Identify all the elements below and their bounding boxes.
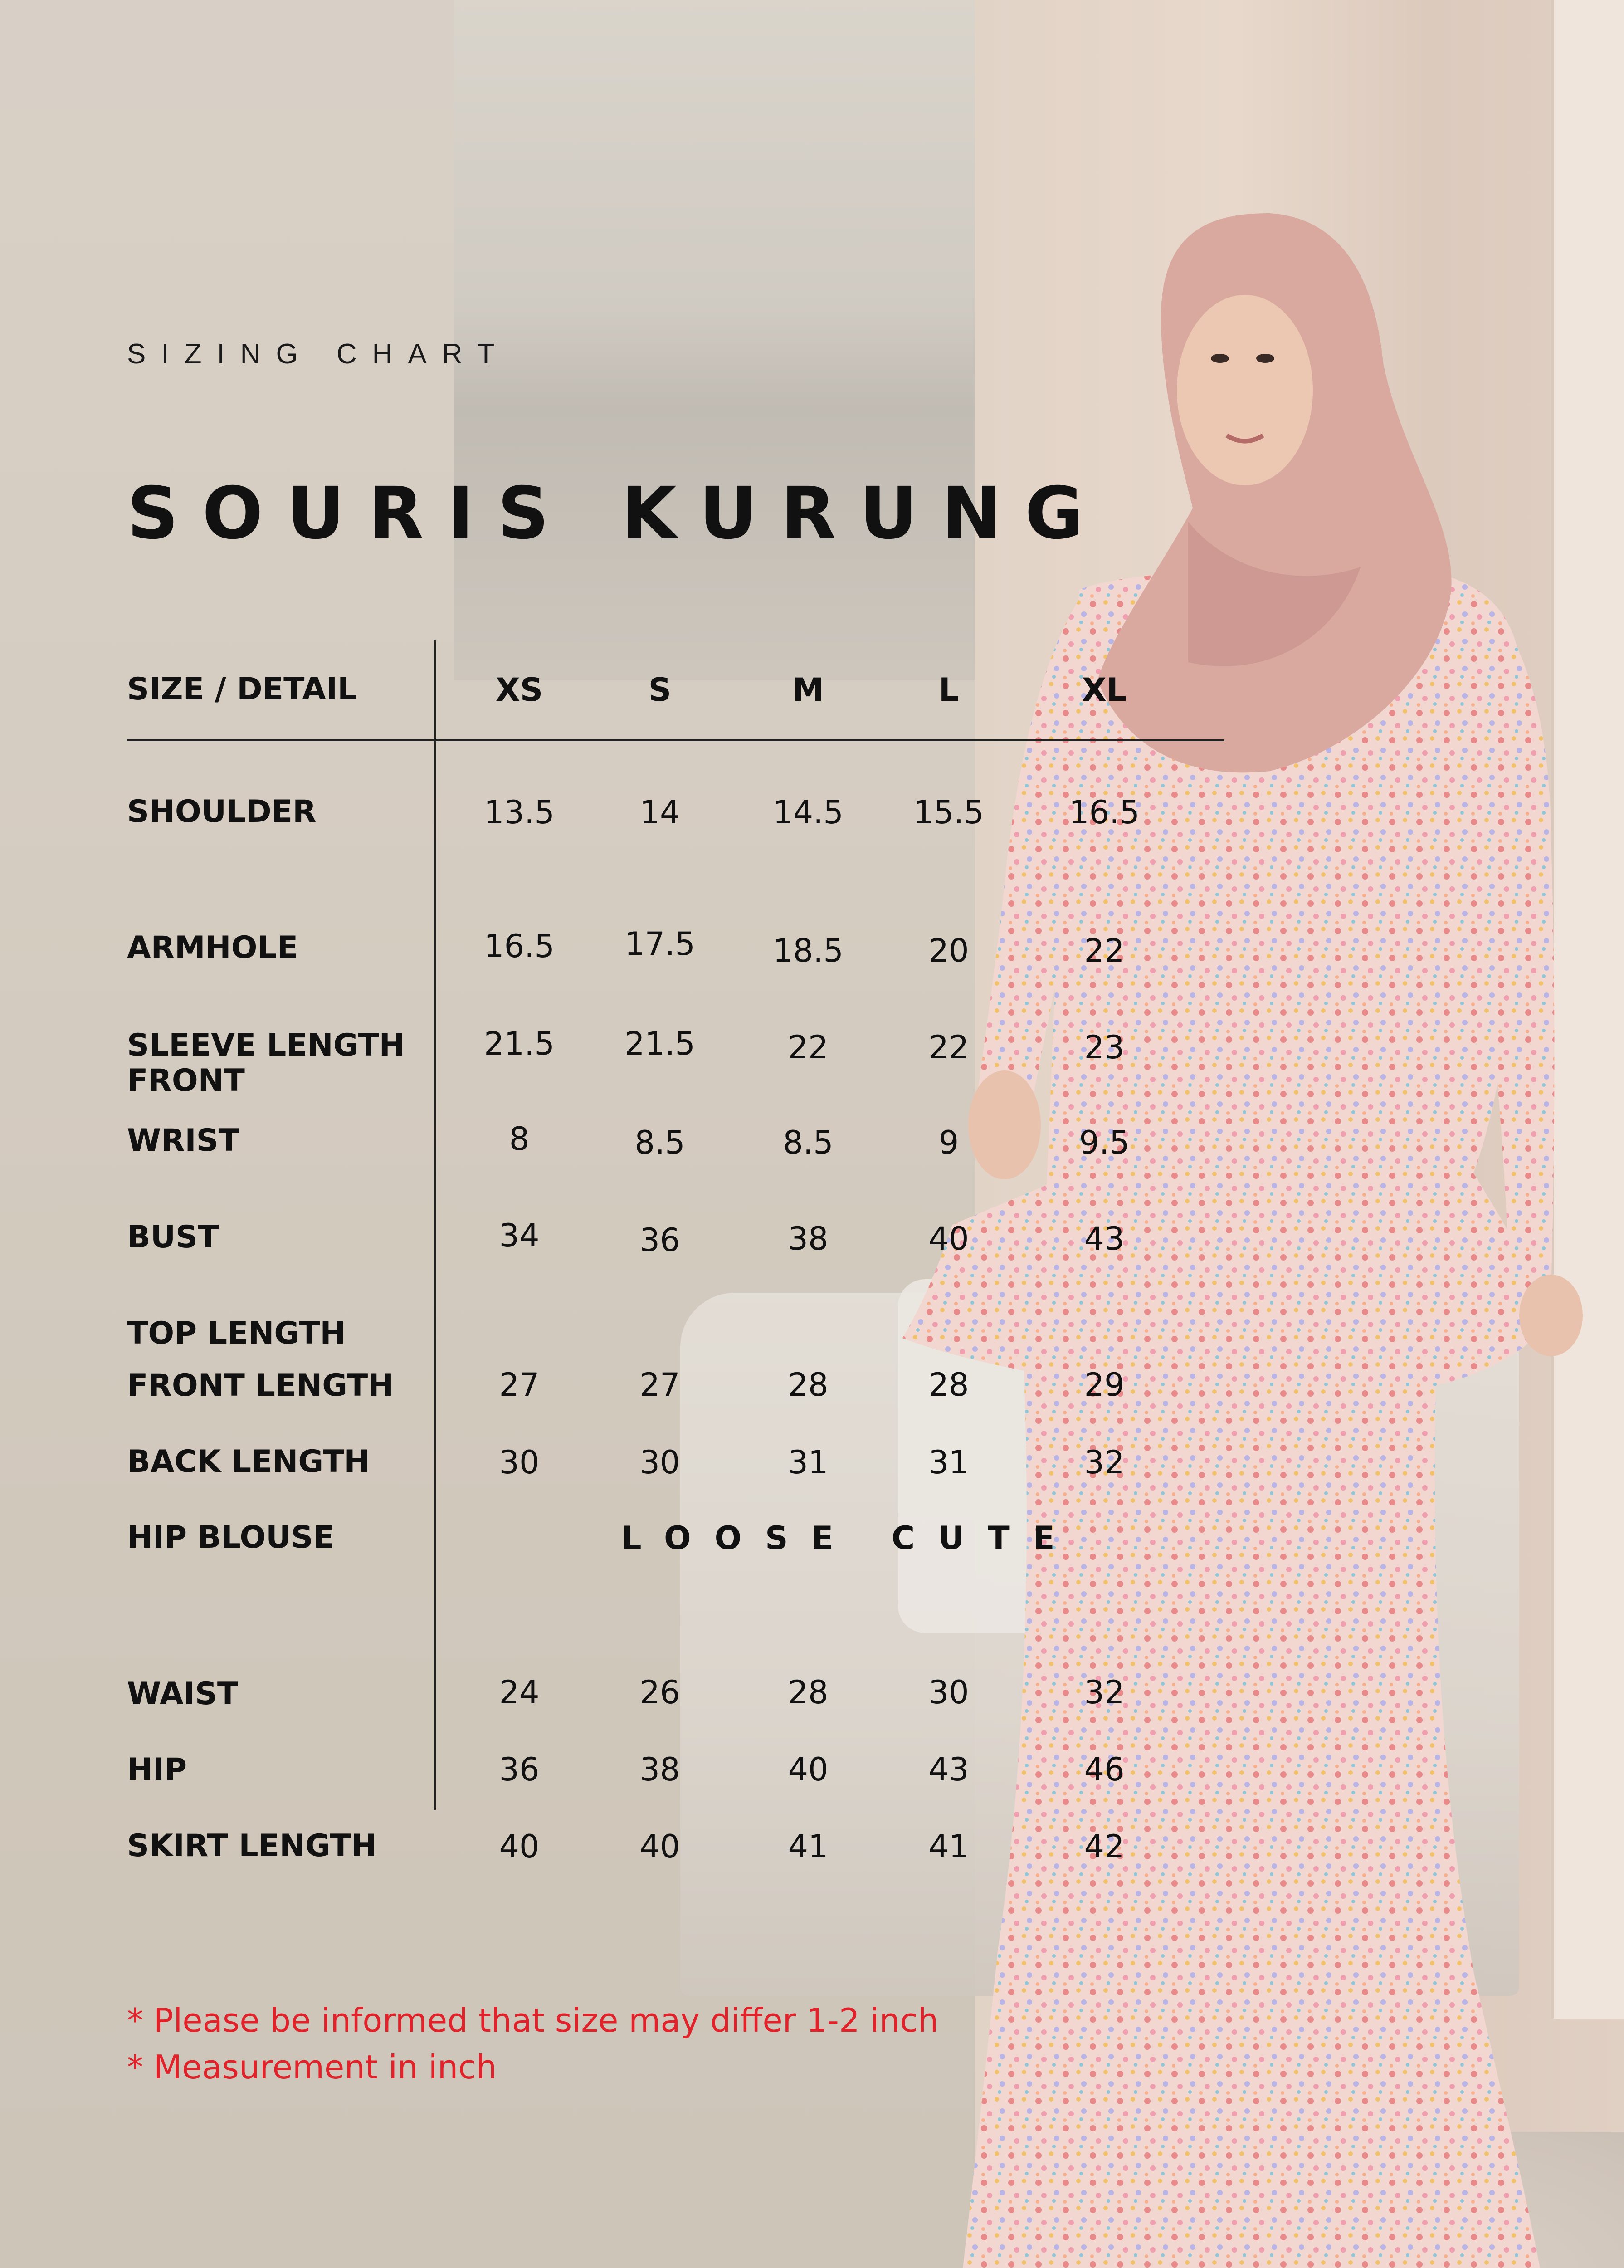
table-cell: 17.5 [624,925,695,963]
table-cell: 41 [788,1828,829,1865]
table-cell: 27 [499,1366,540,1403]
row-label-sleeve-length: SLEEVE LENGTH [127,1027,405,1063]
table-cell: 40 [928,1220,969,1257]
table-cell: 16.5 [1069,794,1140,831]
row-label-back-length: BACK LENGTH [127,1444,370,1480]
table-cell: 38 [639,1751,680,1788]
table-cell: 22 [788,1029,829,1066]
row-label-hip: HIP [127,1752,187,1788]
table-cell: 31 [928,1444,969,1481]
table-cell: 36 [639,1222,680,1259]
table-cell: 31 [788,1444,829,1481]
table-cell: 43 [928,1751,969,1788]
table-cell: 23 [1084,1029,1125,1066]
table-cell: 30 [928,1674,969,1711]
table-cell: 8.5 [783,1124,834,1161]
size-s-header: S [648,671,672,709]
row-label-sleeve-front: FRONT [127,1063,245,1099]
table-cell: 27 [639,1366,680,1403]
table-vertical-divider [434,640,436,1810]
table-cell: 41 [928,1828,969,1865]
table-cell: 22 [928,1029,969,1066]
row-label-front-length: FRONT LENGTH [127,1368,394,1403]
table-cell: 36 [499,1751,540,1788]
eyebrow-text: SIZING CHART [127,338,510,370]
size-xl-header: XL [1082,671,1127,709]
table-cell: 34 [499,1217,540,1254]
table-cell: 9 [938,1124,959,1161]
row-label-wrist: WRIST [127,1123,240,1158]
table-cell: 28 [788,1674,829,1711]
table-cell: 30 [499,1444,540,1481]
table-cell: 8 [509,1120,530,1158]
unit-note: * Measurement in inch [127,2048,497,2086]
table-cell: 32 [1084,1444,1125,1481]
table-cell: 18.5 [773,932,844,969]
row-label-top-length: TOP LENGTH [127,1315,346,1351]
table-cell: 43 [1084,1220,1125,1257]
table-cell: 9.5 [1079,1124,1130,1161]
size-xs-header: XS [495,671,543,709]
table-cell: 13.5 [484,794,555,831]
table-cell: 32 [1084,1674,1125,1711]
table-cell: 46 [1084,1751,1125,1788]
table-cell: 8.5 [634,1124,685,1161]
row-label-waist: WAIST [127,1676,239,1712]
table-cell: 14.5 [773,794,844,831]
table-cell: 16.5 [484,928,555,965]
table-cell: 40 [639,1828,680,1865]
table-cell: 14 [639,794,680,831]
table-cell: 24 [499,1674,540,1711]
table-header-label: SIZE / DETAIL [127,671,357,707]
table-cell: 20 [928,932,969,969]
row-label-armhole: ARMHOLE [127,930,298,966]
loose-cute-text: LOOSE CUTE [621,1520,1078,1557]
table-cell: 40 [788,1751,829,1788]
size-l-header: L [938,671,959,709]
row-label-hip-blouse: HIP BLOUSE [127,1520,334,1555]
table-cell: 21.5 [624,1025,695,1062]
table-cell: 29 [1084,1366,1125,1403]
table-cell: 15.5 [913,794,984,831]
table-cell: 22 [1084,932,1125,969]
row-label-skirt-length: SKIRT LENGTH [127,1828,377,1864]
row-label-bust: BUST [127,1219,219,1255]
table-cell: 30 [639,1444,680,1481]
table-cell: 21.5 [484,1025,555,1062]
table-cell: 42 [1084,1828,1125,1865]
table-cell: 28 [928,1366,969,1403]
table-cell: 26 [639,1674,680,1711]
table-cell: 38 [788,1220,829,1257]
table-cell: 40 [499,1828,540,1865]
table-cell: 28 [788,1366,829,1403]
table-header-divider [127,739,1224,741]
size-disclaimer-note: * Please be informed that size may differ 1-2 inch [127,2001,939,2039]
row-label-shoulder: SHOULDER [127,794,317,830]
page-title: SOURIS KURUNG [127,472,1107,555]
size-m-header: M [792,671,824,709]
